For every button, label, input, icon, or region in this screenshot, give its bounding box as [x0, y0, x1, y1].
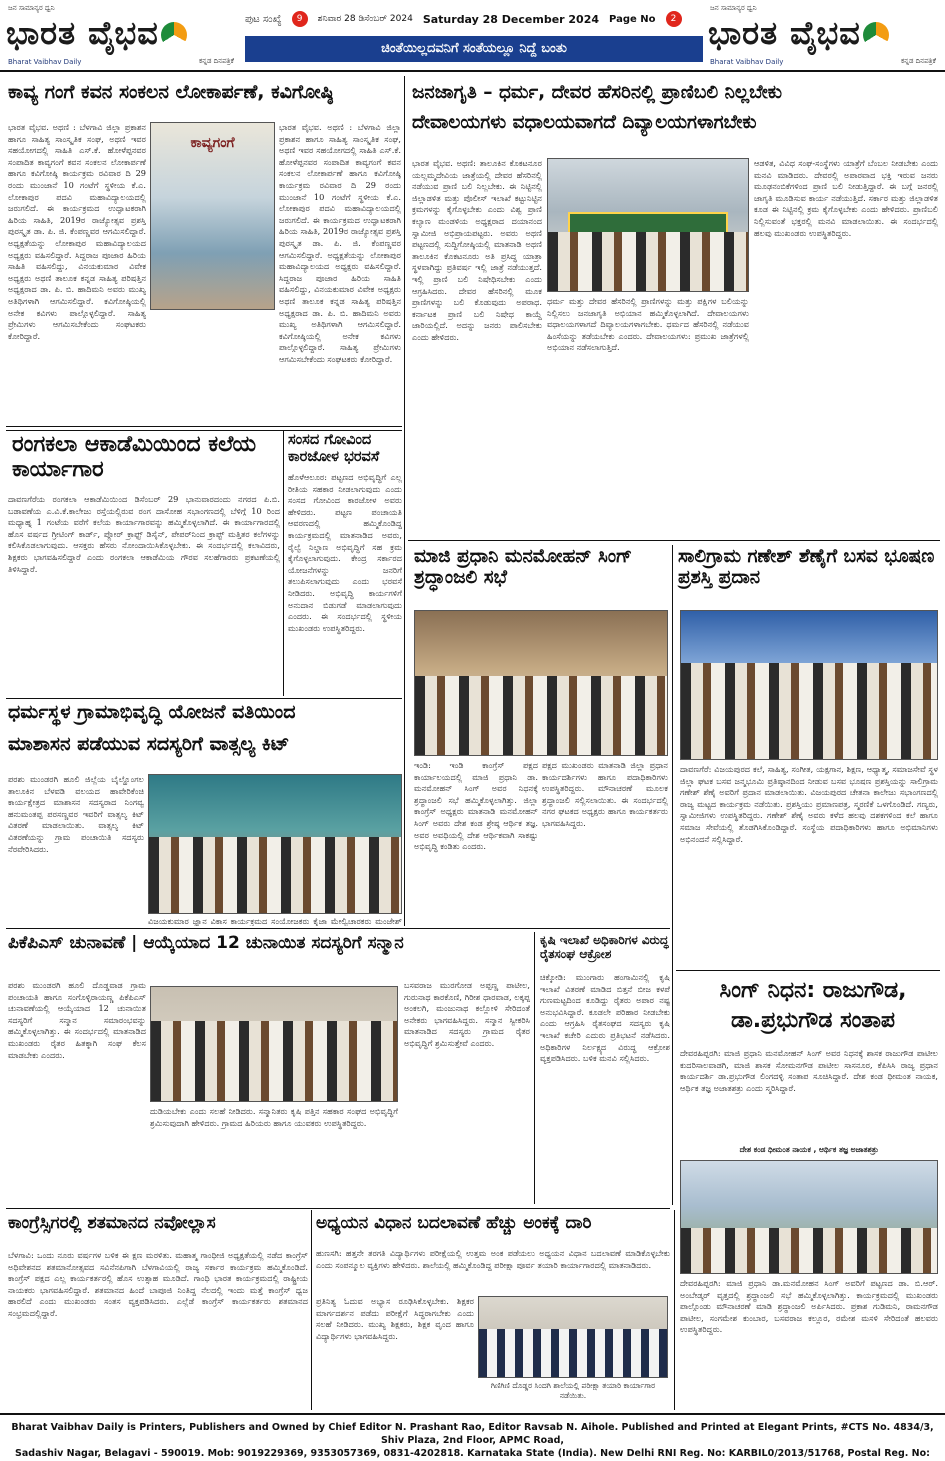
- article-body: ದೇವರಹಿಪ್ಪರಗಿ: ಮಾಜಿ ಪ್ರಧಾನಿ ಮನಮೋಹನ್ ಸಿಂಗ್ ಅವರ ನಿಧನಕ್ಕೆ ಶಾಸಕ ರಾಜುಗೌಡ ಪಾಟೀಲ ಕುದರಿಸಾಲವಾಡಗಿ, ಮಾಜಿ ಶಾಸಕ ಸೋಮನಗೌಡ ಪಾಟೀಲ ಸಾಸನೂರ, ಕೆಪಿಸಿಸಿ ರಾಜ್ಯ ಪ್ರಧಾನ ಕಾರ್ಯದರ್ಶಿ ಡಾ.ಪ್ರಭುಗೌಡ ಲಿಂಗದಳ್ಳಿ ಸಂತಾಪ ಸೂಚಿಸಿದ್ದಾರೆ. ದೇಶ ಕಂಡ ಧೀಮಂತ ನಾಯಕ, ಆರ್ಥಿಕ ತಜ್ಞ ಅಜಾತಶತ್ರು ಎಂದು ಸ್ಮರಿಸಿದ್ದಾರೆ.: [680, 1048, 938, 1093]
- section-rule: [6, 430, 402, 431]
- article-body: ಪರಶು ಮುಂಡರಗಿ ಹೂಲಿ ಜಿಲ್ಲೆಯ ಬೈಲ್ಹೊಂಗಲ ತಾಲೂಕಿನ ಬೆಳವಡಿ ವಲಯದ ಹಾವೇರಿಕೆಂಚಿ ಕಾರ್ಯಕ್ಷೇತ್ರದ ಮಾಶಾಸನ ಸದಸ್ಯರಾದ ನಿಂಗವ್ವ ಹನುಮಂತಪ್ಪ ಪರಸಣ್ಣವರ ಇವರಿಗೆ ವಾತ್ಸಲ್ಯ ಕಿಟ್ ವಿತರಣೆ ಮಾಡಲಾಯಿತು. ವಾತ್ಸಲ್ಯ ಕಿಟ್ ವಿತರಣೆಯನ್ನು ಗ್ರಾಮ ಪಂಚಾಯಿತಿ ಸದಸ್ಯರು ನೆರವೇರಿಸಿದರು.: [8, 774, 144, 854]
- section-rule: [6, 928, 670, 929]
- article-headline: ಪಿಕೆಪಿಎಸ್ ಚುನಾವಣೆ | ಆಯ್ಕೆಯಾದ 12 ಚುನಾಯಿತ ಸದಸ್ಯರಿಗೆ ಸನ್ಮಾನ: [8, 933, 404, 953]
- article-headline: ಕೃಷಿ ಇಲಾಖೆ ಅಧಿಕಾರಿಗಳ ವಿರುದ್ಧ ರೈತಸಂಘ ಆಕ್ರೋಶ: [540, 933, 669, 961]
- people-graphic: [681, 663, 937, 759]
- flag-icon-right: [863, 22, 889, 48]
- article-body: ಹೊಳೆಆಲೂರ: ಪಟ್ಟಣದ ಅಭಿವೃದ್ಧಿಗೆ ಎಲ್ಲ ರೀತಿಯ ಸಹಕಾರ ನೀಡಲಾಗುವುದು ಎಂದು ಸಂಸದ ಗೋವಿಂದ ಕಾರಜೋಳ ಅವರು ಹೇಳಿದರು. ಪಟ್ಟಣ ಪಂಚಾಯತಿ ಆವರಣದಲ್ಲಿ ಹಮ್ಮಿಕೊಂಡಿದ್ದ ಕಾರ್ಯಕ್ರಮದಲ್ಲಿ ಮಾತನಾಡಿದ ಅವರು, ರೈಲ್ವೆ ನಿಲ್ದಾಣ ಅಭಿವೃದ್ಧಿಗೆ ಸಹ ಕ್ರಮ ಕೈಗೊಳ್ಳಲಾಗುವುದು. ಕೇಂದ್ರ ಸರ್ಕಾರದ ಯೋಜನೆಗಳನ್ನು ಜನರಿಗೆ ತಲುಪಿಸಲಾಗುವುದು ಎಂದು ಭರವಸೆ ನೀಡಿದರು. ಅಭಿವೃದ್ಧಿ ಕಾರ್ಯಗಳಿಗೆ ಅನುದಾನ ಬಿಡುಗಡೆ ಮಾಡಲಾಗುವುದು ಎಂದರು. ಈ ಸಂದರ್ಭದಲ್ಲಿ ಸ್ಥಳೀಯ ಮುಖಂಡರು ಉಪಸ್ಥಿತರಿದ್ದರು.: [288, 472, 402, 633]
- article-image: [680, 1160, 938, 1274]
- article-body-col2: ವಿಜಯಕುಮಾರ ಜ್ಞಾನ ವಿಕಾಸ ಕಾರ್ಯಕ್ರಮದ ಸಂಯೋಜಕರು ಕೈಜಾ ಮೇಲ್ವಿಚಾರಕರು ಮಂಜೇಶ್: [148, 916, 402, 926]
- article-quote: ದೇಶ ಕಂಡ ಧೀಮಂತ ನಾಯಕ , ಆರ್ಥಿಕ ತಜ್ಞ ಅಜಾತಶತ್ರು: [739, 1145, 879, 1154]
- article-image: [680, 610, 938, 760]
- article-subheadline: ಡಾ.ಪ್ರಭುಗೌಡ ಸಂತಾಪ: [731, 1008, 895, 1033]
- footer: [0, 1413, 945, 1461]
- page-label: ಪುಟ ಸಂಖ್ಯೆ: [245, 13, 282, 25]
- masthead-tag: ಜನ ಸಾಮಾನ್ಯರ ಧ್ವನಿ: [8, 4, 55, 12]
- article-image: [148, 774, 402, 914]
- article-body: ಪರಶು ಮುಂಡರಗಿ ಹೂಲಿ ದೊಡ್ಡವಾಡ ಗ್ರಾಮ ಪಂಚಾಯತಿ ಹಾಗೂ ಸಂಗೊಳ್ಳಿರಾಯಣ್ಣ ಪಿಕೆಪಿಎಸ್ ಚುನಾವಣೆಯಲ್ಲಿ ಆಯ್ಕೆಯಾದ 12 ಚುನಾಯಿತ ಸದಸ್ಯರಿಗೆ ಸನ್ಮಾನ ಸಮಾರಂಭವನ್ನು ಹಮ್ಮಿಕೊಳ್ಳಲಾಗಿತ್ತು. ಈ ಸಂದರ್ಭದಲ್ಲಿ ಮಾತನಾಡಿದ ಮುಖಂಡರು ರೈತರ ಹಿತಕ್ಕಾಗಿ ಸಂಘ ಕೆಲಸ ಮಾಡಬೇಕು ಎಂದರು.: [8, 980, 146, 1060]
- masthead-kannada-sub: ಕನ್ನಡ ದಿನಪತ್ರಿಕೆ: [198, 57, 234, 65]
- logo-right: [708, 4, 940, 66]
- article-image: [150, 986, 398, 1102]
- people-graphic: [415, 676, 667, 755]
- masthead-kannada-sub-right: ಕನ್ನಡ ದಿನಪತ್ರಿಕೆ: [900, 57, 936, 65]
- masthead-english-right: Bharat Vaibhav Daily: [710, 58, 784, 66]
- article-image: [414, 610, 668, 756]
- article-headline: ರಂಗಕಲಾ ಆಕಾಡೆಮಿಯಿಂದ ಕಲೆಯ ಕಾರ್ಯಾಗಾರ: [12, 432, 257, 483]
- article-headline: ಸಂಸದ ಗೋವಿಂದ ಕಾರಜೋಳ ಭರವಸೆ: [288, 432, 380, 465]
- article-body-col2: ಭಾರತ ವೈಭವ. ಅಥಣಿ : ಬೆಳಗಾವಿ ಜಿಲ್ಲಾ ಪ್ರಕಾಶನ ಹಾಗೂ ಸಾಹಿತ್ಯ ಸಾಂಸ್ಕೃತಿಕ ಸಂಘ, ಅಥಣಿ ಇವರ ಸಹಯೋಗದಲ್ಲಿ ಸಾಹಿತಿ ಎಸ್.ಕೆ. ಹೋಳೆಪ್ಪನವರ ಸಂಪಾದಿತ ಕಾವ್ಯಗಂಗೆ ಕವನ ಸಂಕಲನ ಲೋಕಾರ್ಪಣೆ ಹಾಗೂ ಕವಿಗೋಷ್ಠಿ ಕಾರ್ಯಕ್ರಮ ರವಿವಾರ ದಿ 29 ರಂದು ಮುಂಜಾನೆ 10 ಗಂಟೆಗೆ ಸ್ಥಳೀಯ ಕೆ.ಎ. ಲೋಕಾಪುರ ಪದವಿ ಮಹಾವಿದ್ಯಾಲಯದಲ್ಲಿ ಜರುಗಲಿದೆ. ಈ ಕಾರ್ಯಕ್ರಮದ ಉದ್ಘಾಟಕರಾಗಿ ಹಿರಿಯ ಸಾಹಿತಿ, 2019ರ ರಾಜ್ಯೋತ್ಸವ ಪ್ರಶಸ್ತಿ ಪುರಸ್ಕೃತ ಡಾ. ಪಿ. ಜಿ. ಕೆಂಪಣ್ಣವರ ಆಗಮಿಸಲಿದ್ದಾರೆ. ಅಧ್ಯಕ್ಷತೆಯನ್ನು ಲೋಕಾಪುರ ಮಹಾವಿದ್ಯಾಲಯದ ಅಧ್ಯಕ್ಷರು ವಹಿಸಲಿದ್ದಾರೆ. ಸಿದ್ದರಾಜ ಪೂಜಾರ ಹಿರಿಯ ಸಾಹಿತಿ ವಹಿಸಲಿದ್ದು, ವಿನಯಕುಮಾರ ವಿವೇಕ ಅಧ್ಯಕ್ಷರು ಅಥಣಿ ತಾಲೂಕ ಕನ್ನಡ ಸಾಹಿತ್ಯ ಪರಿಷತ್ತಿನ ಅಧ್ಯಕ್ಷರಾದ ಡಾ. ಪಿ. ಬಿ. ಹಾದಿಮನಿ ಅವರು ಮುಖ್ಯ ಅತಿಥಿಗಳಾಗಿ ಆಗಮಿಸಲಿದ್ದಾರೆ. ಕವಿಗೋಷ್ಠಿಯಲ್ಲಿ ಅನೇಕ ಕವಿಗಳು ಪಾಲ್ಗೊಳ್ಳಲಿದ್ದಾರೆ. ಸಾಹಿತ್ಯ ಪ್ರೇಮಿಗಳು ಆಗಮಿಸಬೇಕೆಂದು ಸಂಘಟಕರು ಕೋರಿದ್ದಾರೆ.: [279, 122, 401, 364]
- masthead-english: Bharat Vaibhav Daily: [8, 58, 82, 66]
- page-number-badge: 9: [292, 11, 308, 27]
- article-body-col2: ಪಕ್ಷದ ಮುಖಂಡರು ಮಾತನಾಡಿ ಜಿಲ್ಲಾ ಪ್ರಧಾನ ಕಾರ್ಯದರ್ಶಿಗಳು ಹಾಗೂ ಪದಾಧಿಕಾರಿಗಳು ಉಪಸ್ಥಿತರಿದ್ದರು. ಮೌನಾಚರಣೆ ಮೂಲಕ ಶ್ರದ್ಧಾಂಜಲಿ ಸಲ್ಲಿಸಲಾಯಿತು. ಈ ಸಂದರ್ಭದಲ್ಲಿ ನಗರ ಘಟಕದ ಅಧ್ಯಕ್ಷರು ಹಾಗೂ ಕಾರ್ಯಕರ್ತರು ಭಾಗವಹಿಸಿದ್ದರು.: [542, 760, 668, 828]
- footer-line1: Bharat Vaibhav Daily is Printers, Publishers and Owned by Chief Editor N. Prashant Rao, Editor Ravsab N. Aihole. Published and Printed at Elegant Prints, #CTS No. 4834/3, Shiv Plaza, 2nd Floor, APMC Road,: [11, 1422, 934, 1446]
- column-rule: [534, 932, 535, 1204]
- article-image: [478, 1296, 668, 1378]
- article-body: ಭಾರತ ವೈಭವ. ಅಥಣಿ: ತಾಲೂಕಿನ ಕೊಕಟನೂರ ಯಲ್ಲಮ್ಮದೇವಿಯ ಜಾತ್ರೆಯಲ್ಲಿ ದೇವರ ಹೆಸರಿನಲ್ಲಿ ನಡೆಯುವ ಪ್ರಾಣಿ ಬಲಿ ನಿಲ್ಲಬೇಕು. ಈ ನಿಟ್ಟಿನಲ್ಲಿ ಜಿಲ್ಲಾಡಳಿತ ಮತ್ತು ಪೊಲೀಸ್ ಇಲಾಖೆ ಕಟ್ಟುನಿಟ್ಟಿನ ಕ್ರಮಗಳನ್ನು ಕೈಗೊಳ್ಳಬೇಕು ಎಂದು ವಿಶ್ವ ಪ್ರಾಣಿ ಕಲ್ಯಾಣ ಮಂಡಳಿಯ ಅಧ್ಯಕ್ಷರಾದ ದಯಾನಂದ ಸ್ವಾಮೀಜಿ ಅಭಿಪ್ರಾಯಪಟ್ಟರು. ಅವರು ಅಥಣಿ ಪಟ್ಟಣದಲ್ಲಿ ಸುದ್ದಿಗೋಷ್ಠಿಯಲ್ಲಿ ಮಾತನಾಡಿ ಅಥಣಿ ತಾಲೂಕಿನ ಕೊಕಟನೂರು ಅತಿ ಪ್ರಸಿದ್ಧ ಯಾತ್ರಾ ಸ್ಥಳವಾಗಿದ್ದು ಪ್ರತಿವರ್ಷ ಇಲ್ಲಿ ಜಾತ್ರೆ ನಡೆಯುತ್ತದೆ. ಇಲ್ಲಿ ಪ್ರಾಣಿ ಬಲಿ ನಿಷೇಧಿಸಬೇಕು ಎಂದು ಆಗ್ರಹಿಸಿದರು. ದೇವರ ಹೆಸರಿನಲ್ಲಿ ಮೂಕ ಪ್ರಾಣಿಗಳನ್ನು ಬಲಿ ಕೊಡುವುದು ಅಪರಾಧ. ಕರ್ನಾಟಕ ಪ್ರಾಣಿ ಬಲಿ ನಿಷೇಧ ಕಾಯ್ದೆ ಜಾರಿಯಲ್ಲಿದೆ. ಅದನ್ನು ಜನರು ಪಾಲಿಸಬೇಕು ಎಂದು ಹೇಳಿದರು.: [412, 158, 542, 342]
- students-graphic: [479, 1329, 667, 1377]
- masthead-title: ಭಾರತ ವೈಭವ: [6, 14, 159, 52]
- date: Saturday 28 December 2024: [422, 12, 600, 26]
- article-headline: ಧರ್ಮಸ್ಥಳ ಗ್ರಾಮಾಭಿವೃದ್ಧಿ ಯೋಜನೆ ವತಿಯಿಂದ: [8, 701, 296, 723]
- article-subheadline: ಮಾಶಾಸನ ಪಡೆಯುವ ಸದಸ್ಯರಿಗೆ ವಾತ್ಸಲ್ಯ ಕಿಟ್: [8, 733, 290, 755]
- column-rule: [311, 1210, 312, 1410]
- masthead-tag-right: ಜನ ಸಾಮಾನ್ಯರ ಧ್ವನಿ: [710, 4, 757, 12]
- article-body-col3: ಆಡಳಿತ, ವಿವಿಧ ಸಂಘ-ಸಂಸ್ಥೆಗಳು ಯಾತ್ರೆಗೆ ಬೆಂಬಲ ನೀಡಬೇಕು ಎಂದು ಮನವಿ ಮಾಡಿದರು. ದೇವರಲ್ಲಿ ಅಪಾರವಾದ ಭಕ್ತಿ ಇರುವ ಜನರು ಮೂಢನಂಬಿಕೆಗಳಿಂದ ಪ್ರಾಣಿ ಬಲಿ ನೀಡುತ್ತಿದ್ದಾರೆ. ಈ ಬಗ್ಗೆ ಜನರಲ್ಲಿ ಜಾಗೃತಿ ಮೂಡಿಸುವ ಕಾರ್ಯ ನಡೆಯುತ್ತಿದೆ. ಸರ್ಕಾರ ಮತ್ತು ಜಿಲ್ಲಾಡಳಿತ ಕೂಡ ಈ ನಿಟ್ಟಿನಲ್ಲಿ ಕ್ರಮ ಕೈಗೊಳ್ಳಬೇಕು ಎಂದು ಹೇಳಿದರು. ಪ್ರಾಣಿಬಲಿ ನಿಲ್ಲಿಸುವಂತೆ ಭಕ್ತರಲ್ಲಿ ಮನವಿ ಮಾಡಲಾಯಿತು. ಈ ಸಂದರ್ಭದಲ್ಲಿ ಹಲವು ಮುಖಂಡರು ಉಪಸ್ಥಿತರಿದ್ದರು.: [754, 158, 938, 238]
- section-rule: [408, 540, 940, 541]
- article-body: ದಾವಣಗೆರೆಯ ರಂಗಕಲಾ ಆಕಾಡೆಮಿಯಿಂದ ಡಿಸೆಂಬರ್ 29 ಭಾನುವಾರದಂದು ನಗರದ ಪಿ.ಬಿ. ಬಡಾವಣೆಯ ಎ.ವಿ.ಕೆ.ಕಾಲೇಜು ರಸ್ತೆಯಲ್ಲಿರುವ ರಂಗ ದಾಸೋಹ ಸಭಾಂಗಣದಲ್ಲಿ ಬೆಳಿಗ್ಗೆ 10 ರಿಂದ ಮಧ್ಯಾಹ್ನ 1 ಗಂಟೆಯ ವರೆಗೆ ಕಲೆಯ ಕಾರ್ಯಾಗಾರವನ್ನು ಹಮ್ಮಿಕೊಳ್ಳಲಾಗಿದೆ. ಈ ಕಾರ್ಯಾಗಾರದಲ್ಲಿ ಹೊಸ ವರ್ಷದ ಗ್ರೀಟಿಂಗ್ ಕಾರ್ಡ್, ಪ್ಲೋರ್ ಕ್ರಾಫ್ಟ್ ಡಿಸೈನ್, ಪೇಪರ್‌ನಿಂದ ಕ್ರಾಪ್ಟ್ ಮತ್ತಿತರ ಕಲೆಗಳನ್ನು ಕಲಿಸಿಕೊಡಲಾಗುವುದು. ಆಸಕ್ತರು ಹೆಸರು ನೋಂದಾಯಿಸಿಕೊಳ್ಳಬೇಕು. ಈ ಸಂದರ್ಭದಲ್ಲಿ ಕಲಾವಿದರು, ಶಿಕ್ಷಕರು ಭಾಗವಹಿಸಲಿದ್ದಾರೆ ಎಂದು ರಂಗಕಲಾ ಆಕಾಡೆಮಿಯ ಗೌರವ ಸಲಹೆಗಾರರು ಪ್ರಕಟಣೆಯಲ್ಲಿ ತಿಳಿಸಿದ್ದಾರೆ.: [8, 494, 280, 574]
- people-graphic: [149, 837, 401, 913]
- info-bar: [245, 6, 703, 32]
- column-rule: [672, 545, 673, 1205]
- masthead: [0, 0, 945, 72]
- flag-icon: [161, 22, 187, 48]
- column-rule: [674, 1210, 675, 1410]
- article-body: ಹುಣಸಗಿ: ಹತ್ತನೇ ತರಗತಿ ವಿದ್ಯಾರ್ಥಿಗಳು ಪರೀಕ್ಷೆಯಲ್ಲಿ ಉತ್ತಮ ಅಂಕ ಪಡೆಯಲು ಅಧ್ಯಯನ ವಿಧಾನ ಬದಲಾವಣೆ ಮಾಡಿಕೊಳ್ಳಬೇಕು ಎಂದು ಸಂಪನ್ಮೂಲ ವ್ಯಕ್ತಿಗಳು ಹೇಳಿದರು. ಶಾಲೆಯಲ್ಲಿ ಹಮ್ಮಿಕೊಂಡಿದ್ದ ಪರೀಕ್ಷಾ ಪೂರ್ವ ತಯಾರಿ ಕಾರ್ಯಾಗಾರದಲ್ಲಿ ಮಾತನಾಡಿದರು.: [316, 1248, 670, 1270]
- article-headline: ಕಾಂಗ್ರೆಸ್ಸಿಗರಲ್ಲಿ ಶತಮಾನದ ನವೋಲ್ಲಾಸ: [8, 1213, 216, 1233]
- people-graphic: [681, 1228, 937, 1273]
- article-image: [547, 158, 749, 292]
- article-body-col3: ಬಸವರಾಜ ಮುರಗೋಡ ಅಪ್ಪಣ್ಣ ಪಾಟೀಲ, ಗುರುನಾಥ ಕಾರಕೊಣಿ, ಗಿರೀಶ ಧಾರವಾಡ, ಲಕ್ಕಪ್ಪ ಅಂಕಲಗಿ, ಮಂಜುನಾಥ ಕಲ್ಲೋಳಿ ಸೇರಿದಂತೆ ಅನೇಕರು ಭಾಗವಹಿಸಿದ್ದರು. ಸನ್ಮಾನ ಸ್ವೀಕರಿಸಿ ಮಾತನಾಡಿದ ಸದಸ್ಯರು ಗ್ರಾಮದ ರೈತರ ಅಭಿವೃದ್ಧಿಗೆ ಶ್ರಮಿಸುತ್ತೇವೆ ಎಂದರು.: [404, 980, 530, 1048]
- article-body-col2: ಪ್ರತಿನಿತ್ಯ ಓದುವ ಅಭ್ಯಾಸ ರೂಢಿಸಿಕೊಳ್ಳಬೇಕು. ಶಿಕ್ಷಕರ ಮಾರ್ಗದರ್ಶನ ಪಡೆದು ಪರೀಕ್ಷೆಗೆ ಸಿದ್ಧರಾಗಬೇಕು ಎಂದು ಸಲಹೆ ನೀಡಿದರು. ಮುಖ್ಯ ಶಿಕ್ಷಕರು, ಶಿಕ್ಷಕ ವೃಂದ ಹಾಗೂ ವಿದ್ಯಾರ್ಥಿಗಳು ಭಾಗವಹಿಸಿದ್ದರು.: [316, 1296, 474, 1341]
- photo-caption: ಗಿಣಿಗಿಣಿ ದೊಡ್ಡರ ಸಿಂದಗಿ ಶಾಲೆಯಲ್ಲಿ ಪರೀಕ್ಷಾ ತಯಾರಿ ಕಾರ್ಯಾಗಾರ ನಡೆಯಿತು.: [490, 1381, 656, 1400]
- article-body-col2: ದುಡಿಯಬೇಕು ಎಂದು ಸಲಹೆ ನೀಡಿದರು. ಸನ್ಮಾನಿತರು ಕೃಷಿ ಪತ್ತಿನ ಸಹಕಾರ ಸಂಘದ ಅಭಿವೃದ್ಧಿಗೆ ಶ್ರಮಿಸುವುದಾಗಿ ಹೇಳಿದರು. ಗ್ರಾಮದ ಹಿರಿಯರು ಹಾಗೂ ಯುವಕರು ಉಪಸ್ಥಿತರಿದ್ದರು.: [150, 1106, 398, 1128]
- proverb-strip: ಚಿಂತೆಯಿಲ್ಲದವನಿಗೆ ಸಂತೆಯಲ್ಲೂ ನಿದ್ದೆ ಬಂತು: [245, 36, 703, 62]
- article-subheadline: ದೇವಾಲಯಗಳು ವಧಾಲಯವಾಗದೆ ದಿವ್ಯಾಲಯಗಳಾಗಬೇಕು: [412, 112, 757, 133]
- article-body-col2: ಧರ್ಮ ಮತ್ತು ದೇವರ ಹೆಸರಿನಲ್ಲಿ ಪ್ರಾಣಿಗಳನ್ನು ಮತ್ತು ಪಕ್ಷಿಗಳ ಬಲಿಯನ್ನು ನಿಲ್ಲಿಸಲು ಜನಜಾಗೃತಿ ಅಭಿಯಾನ ಹಮ್ಮಿಕೊಳ್ಳಲಾಗಿದೆ. ದೇವಾಲಯಗಳು ವಧಾಲಯಗಳಾಗದೆ ದಿವ್ಯಾಲಯಗಳಾಗಬೇಕು. ಧರ್ಮದ ಹೆಸರಿನಲ್ಲಿ ನಡೆಯುವ ಹಿಂಸೆಯನ್ನು ತಡೆಯಬೇಕು ಎಂದರು. ದೇವಾಲಯಗಳು: ಪ್ರಮುಖ ಜಾತ್ರೆಗಳಲ್ಲಿ ಅಭಿಯಾನ ನಡೆಸಲಾಗುತ್ತಿದೆ.: [547, 296, 749, 353]
- article-body: ದಾವಣಗೆರೆ: ವಿಜಯಪುರದ ಕಲೆ, ಸಾಹಿತ್ಯ, ಸಂಗೀತ, ಯಕ್ಷಗಾನ, ಶಿಕ್ಷಣ, ಆಧ್ಯಾತ್ಮ, ಸಮಾಜಸೇವೆ ಸ್ಥಳ ಜಿಲ್ಲಾ ಘಟಕ ಬಸವ ಜನ್ಮಭೂಮಿ ಪ್ರತಿಷ್ಠಾನದಿಂದ ನೀಡುವ ಬಸವ ಭೂಷಣ ಪ್ರಶಸ್ತಿಯನ್ನು ಸಾಲಿಗ್ರಾಮ ಗಣೇಶ್ ಶೆಣೈ ಅವರಿಗೆ ಪ್ರದಾನ ಮಾಡಲಾಯಿತು. ವಿಜಯಪುರದ ಚೇತನಾ ಕಾಲೇಜು ಸಭಾಂಗಣದಲ್ಲಿ ರಾಜ್ಯ ಮಟ್ಟದ ಕಾರ್ಯಕ್ರಮ ನಡೆಯಿತು. ಪ್ರಶಸ್ತಿಯು ಪ್ರಮಾಣಪತ್ರ, ಸ್ಮರಣಿಕೆ ಒಳಗೊಂಡಿದೆ. ಗಣ್ಯರು, ಸ್ವಾಮೀಜಿಗಳು ಉಪಸ್ಥಿತರಿದ್ದರು. ಗಣೇಶ್ ಶೆಣೈ ಅವರು ಕಳೆದ ಹಲವು ದಶಕಗಳಿಂದ ಕಲೆ ಹಾಗೂ ಸಮಾಜ ಸೇವೆಯಲ್ಲಿ ತೊಡಗಿಸಿಕೊಂಡಿದ್ದಾರೆ. ಸಂಸ್ಥೆಯ ಪದಾಧಿಕಾರಿಗಳು ಹಾಗೂ ಅಭಿಮಾನಿಗಳು ಅಭಿನಂದನೆ ಸಲ್ಲಿಸಿದ್ದಾರೆ.: [680, 764, 938, 844]
- article-headline: ಸಿಂಗ್ ನಿಧನ: ರಾಜುಗೌಡ,: [719, 978, 907, 1003]
- people-graphic: [548, 232, 748, 291]
- masthead-title-right: ಭಾರತ ವೈಭವ: [708, 14, 861, 52]
- article-body-col2: ದೇವರಹಿಪ್ಪರಗಿ: ಮಾಜಿ ಪ್ರಧಾನಿ ಡಾ.ಮನಮೋಹನ ಸಿಂಗ್ ಅವರಿಗೆ ಪಟ್ಟಣದ ಡಾ. ಬಿ.ಆರ್. ಅಂಬೇಡ್ಕರ್ ವೃತ್ತದಲ್ಲಿ ಶ್ರದ್ಧಾಂಜಲಿ ಸಭೆ ಹಮ್ಮಿಕೊಳ್ಳಲಾಗಿತ್ತು. ಕಾರ್ಯಕ್ರಮದಲ್ಲಿ ಮುಖಂಡರು ಪಾಲ್ಗೊಂಡು ಮೌನಾಚರಣೆ ಮಾಡಿ ಶ್ರದ್ಧಾಂಜಲಿ ಅರ್ಪಿಸಿದರು. ಪ್ರಕಾಶ ಗುಡಿಮನಿ, ರಾಮನಗೌಡ ಪಾಟೀಲ, ಸಂಗಮೇಶ ಕುಂಬಾರ, ಬಸವರಾಜ ಕಲ್ಲೂರ, ರಮೇಶ ಮಸಳಿ ಸೇರಿದಂತೆ ಹಲವರು ಉಪಸ್ಥಿತರಿದ್ದರು.: [680, 1278, 938, 1335]
- section-rule: [6, 698, 402, 699]
- book-cover-title: ಕಾವ್ಯಗಂಗೆ: [190, 135, 235, 151]
- logo-left: [6, 4, 238, 66]
- section-rule: [6, 426, 402, 427]
- section-rule: [676, 970, 940, 971]
- page-no-label: Page No: [609, 13, 656, 25]
- article-headline: ಸಾಲಿಗ್ರಾಮ ಗಣೇಶ್ ಶೆಣೈಗೆ ಬಸವ ಭೂಷಣ ಪ್ರಶಸ್ತಿ ಪ್ರದಾನ: [678, 546, 935, 589]
- people-graphic: [151, 1021, 397, 1101]
- article-headline: ಕಾವ್ಯ ಗಂಗೆ ಕವನ ಸಂಕಲನ ಲೋಕಾರ್ಪಣೆ, ಕವಿಗೋಷ್ಠಿ: [8, 81, 334, 103]
- footer-line2: Sadashiv Nagar, Belagavi - 590019. Mob: 9019229369, 9353057369, 0831-4202818. Karnataka State (India). New Delhi RNI Reg. No: KARBIL0/2013/51768, Postal Reg. No:: [15, 1448, 930, 1459]
- page-no-badge: 2: [666, 11, 682, 27]
- section-rule: [6, 1208, 670, 1209]
- article-body: ಬೆಳಗಾವಿ: ಒಂದು ನೂರು ವರ್ಷಗಳ ಬಳಿಕ ಈ ಕ್ಷಣ ಮರಳಿತು. ಮಹಾತ್ಮ ಗಾಂಧೀಜಿ ಅಧ್ಯಕ್ಷತೆಯಲ್ಲಿ ನಡೆದ ಕಾಂಗ್ರೆಸ್ ಅಧಿವೇಶನದ ಶತಮಾನೋತ್ಸವದ ಸವಿನೆನಪಿಗಾಗಿ ಬೆಳಗಾವಿಯಲ್ಲಿ ರಾಜ್ಯ ಸರ್ಕಾರ ಕಾರ್ಯಕ್ರಮ ಹಮ್ಮಿಕೊಂಡಿದೆ. ಕಾಂಗ್ರೆಸ್ ಪಕ್ಷದ ಎಲ್ಲ ಕಾರ್ಯಕರ್ತರಲ್ಲಿ ಹೊಸ ಉತ್ಸಾಹ ಮೂಡಿದೆ. ಗಾಂಧಿ ಭಾರತ ಕಾರ್ಯಕ್ರಮದಲ್ಲಿ ರಾಷ್ಟ್ರೀಯ ನಾಯಕರು ಭಾಗವಹಿಸಲಿದ್ದಾರೆ. ಶತಮಾನದ ಹಿಂದೆ ಬಾಪೂಜಿ ನಿಂತಿದ್ದ ನೆಲದಲ್ಲಿ ಇಂದು ಮತ್ತೆ ಕಾಂಗ್ರೆಸ್ ಧ್ವಜ ಹಾರಲಿದೆ ಎಂದು ಮುಖಂಡರು ಸಂತಸ ವ್ಯಕ್ತಪಡಿಸಿದರು. ಎಲ್ಲೆಡೆ ಕಾಂಗ್ರೆಸ್ ಕಾರ್ಯಕರ್ತರು ಶತಮಾನದ ಸಂಭ್ರಮದಲ್ಲಿದ್ದಾರೆ.: [8, 1250, 308, 1318]
- article-body: ಭಾರತ ವೈಭವ. ಅಥಣಿ : ಬೆಳಗಾವಿ ಜಿಲ್ಲಾ ಪ್ರಕಾಶನ ಹಾಗೂ ಸಾಹಿತ್ಯ ಸಾಂಸ್ಕೃತಿಕ ಸಂಘ, ಅಥಣಿ ಇವರ ಸಹಯೋಗದಲ್ಲಿ ಸಾಹಿತಿ ಎಸ್.ಕೆ. ಹೋಳೆಪ್ಪನವರ ಸಂಪಾದಿತ ಕಾವ್ಯಗಂಗೆ ಕವನ ಸಂಕಲನ ಲೋಕಾರ್ಪಣೆ ಹಾಗೂ ಕವಿಗೋಷ್ಠಿ ಕಾರ್ಯಕ್ರಮ ರವಿವಾರ ದಿ 29 ರಂದು ಮುಂಜಾನೆ 10 ಗಂಟೆಗೆ ಸ್ಥಳೀಯ ಕೆ.ಎ. ಲೋಕಾಪುರ ಪದವಿ ಮಹಾವಿದ್ಯಾಲಯದಲ್ಲಿ ಜರುಗಲಿದೆ. ಈ ಕಾರ್ಯಕ್ರಮದ ಉದ್ಘಾಟಕರಾಗಿ ಹಿರಿಯ ಸಾಹಿತಿ, 2019ರ ರಾಜ್ಯೋತ್ಸವ ಪ್ರಶಸ್ತಿ ಪುರಸ್ಕೃತ ಡಾ. ಪಿ. ಜಿ. ಕೆಂಪಣ್ಣವರ ಆಗಮಿಸಲಿದ್ದಾರೆ. ಅಧ್ಯಕ್ಷತೆಯನ್ನು ಲೋಕಾಪುರ ಮಹಾವಿದ್ಯಾಲಯದ ಅಧ್ಯಕ್ಷರು ವಹಿಸಲಿದ್ದಾರೆ. ಸಿದ್ದರಾಜ ಪೂಜಾರ ಹಿರಿಯ ಸಾಹಿತಿ ವಹಿಸಲಿದ್ದು, ವಿನಯಕುಮಾರ ವಿವೇಕ ಅಧ್ಯಕ್ಷರು ಅಥಣಿ ತಾಲೂಕ ಕನ್ನಡ ಸಾಹಿತ್ಯ ಪರಿಷತ್ತಿನ ಅಧ್ಯಕ್ಷರಾದ ಡಾ. ಪಿ. ಬಿ. ಹಾದಿಮನಿ ಅವರು ಮುಖ್ಯ ಅತಿಥಿಗಳಾಗಿ ಆಗಮಿಸಲಿದ್ದಾರೆ. ಕವಿಗೋಷ್ಠಿಯಲ್ಲಿ ಅನೇಕ ಕವಿಗಳು ಪಾಲ್ಗೊಳ್ಳಲಿದ್ದಾರೆ. ಸಾಹಿತ್ಯ ಪ್ರೇಮಿಗಳು ಆಗಮಿಸಬೇಕೆಂದು ಸಂಘಟಕರು ಕೋರಿದ್ದಾರೆ.: [8, 122, 146, 341]
- article-headline: ಜನಜಾಗೃತಿ – ಧರ್ಮ, ದೇವರ ಹೆಸರಿನಲ್ಲಿ ಪ್ರಾಣಿಬಲಿ ನಿಲ್ಲಬೇಕು: [412, 82, 782, 103]
- article-body: ಚಿಕ್ಕೋಡಿ: ಮುಂಗಾರು ಹಂಗಾಮಿನಲ್ಲಿ ಕೃಷಿ ಇಲಾಖೆ ವಿತರಣೆ ಮಾಡಿದ ಬಿತ್ತನೆ ಬೀಜ ಕಳಪೆ ಗುಣಮಟ್ಟದಿಂದ ಕೂಡಿದ್ದು ರೈತರು ಅಪಾರ ನಷ್ಟ ಅನುಭವಿಸಿದ್ದಾರೆ. ಕೂಡಲೇ ಪರಿಹಾರ ನೀಡಬೇಕು ಎಂದು ಆಗ್ರಹಿಸಿ ರೈತಸಂಘದ ಸದಸ್ಯರು ಕೃಷಿ ಇಲಾಖೆ ಕಚೇರಿ ಎದುರು ಪ್ರತಿಭಟನೆ ನಡೆಸಿದರು. ಅಧಿಕಾರಿಗಳ ನಿರ್ಲಕ್ಷ್ಯದ ವಿರುದ್ಧ ಆಕ್ರೋಶ ವ್ಯಕ್ತಪಡಿಸಿದರು. ಬಳಿಕ ಮನವಿ ಸಲ್ಲಿಸಿದರು.: [540, 972, 670, 1064]
- article-headline: ಮಾಜಿ ಪ್ರಧಾನಿ ಮನಮೋಹನ್ ಸಿಂಗ್ ಶ್ರದ್ಧಾಂಜಲಿ ಸಭೆ: [414, 546, 633, 589]
- article-image: [150, 122, 275, 310]
- kannada-date: ಶನಿವಾರ 28 ಡಿಸೆಂಬರ್ 2024: [317, 14, 413, 24]
- column-rule: [283, 430, 284, 696]
- article-headline: ಅಧ್ಯಯನ ವಿಧಾನ ಬದಲಾವಣೆ ಹೆಚ್ಚು ಅಂಕಕ್ಕೆ ದಾರಿ: [316, 1213, 592, 1233]
- article-body: ಇಂಡಿ: ಇಂಡಿ ಕಾಂಗ್ರೆಸ್ ಪಕ್ಷದ ಕಾರ್ಯಾಲಯದಲ್ಲಿ ಮಾಜಿ ಪ್ರಧಾನಿ ಡಾ. ಮನಮೋಹನ್ ಸಿಂಗ್ ಅವರ ನಿಧನಕ್ಕೆ ಶ್ರದ್ಧಾಂಜಲಿ ಸಭೆ ಹಮ್ಮಿಕೊಳ್ಳಲಾಗಿತ್ತು. ಜಿಲ್ಲಾ ಕಾಂಗ್ರೆಸ್ ಅಧ್ಯಕ್ಷರು ಮಾತನಾಡಿ ಮನಮೋಹನ್ ಸಿಂಗ್ ಅವರು ದೇಶ ಕಂಡ ಶ್ರೇಷ್ಠ ಆರ್ಥಿಕ ತಜ್ಞ. ಅವರ ಅವಧಿಯಲ್ಲಿ ದೇಶ ಆರ್ಥಿಕವಾಗಿ ಸಾಕಷ್ಟು ಅಭಿವೃದ್ಧಿ ಕಂಡಿತು ಎಂದರು.: [414, 760, 538, 852]
- column-rule: [404, 76, 405, 926]
